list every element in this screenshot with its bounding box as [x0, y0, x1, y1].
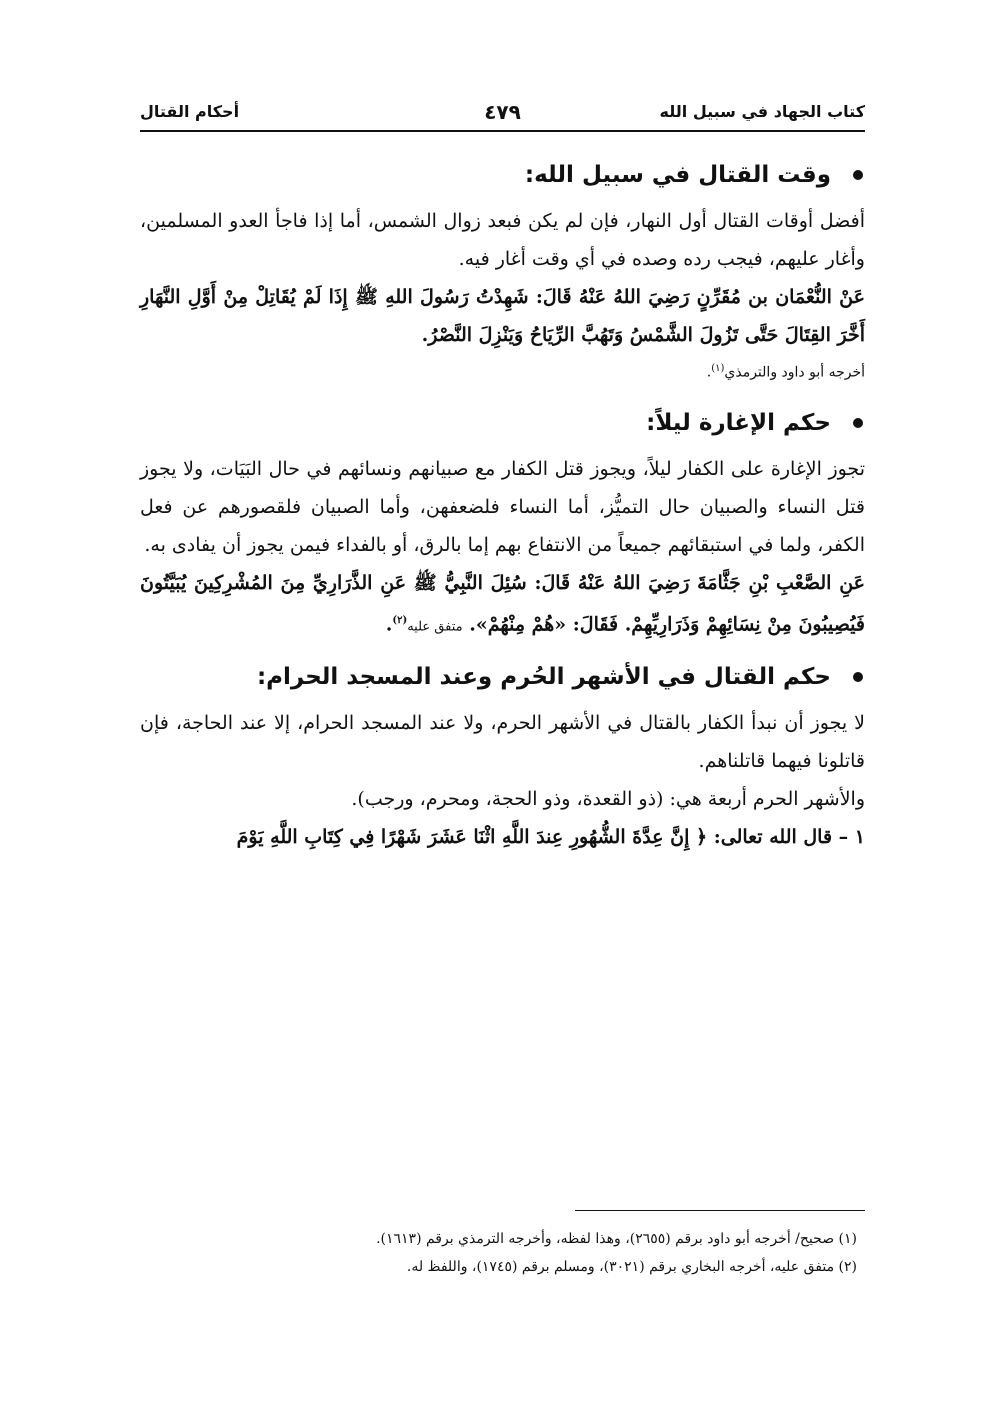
- spacer: [140, 646, 865, 664]
- hadith-source: أخرجه أبو داود والترمذي$^{(١)}$.: [706, 363, 865, 381]
- quran-verse-line: ١ – قال الله تعالى: ﴿ إِنَّ عِدَّةَ الشُّهُورِ عِندَ اللَّهِ اثْنَا عَشَرَ شَهْرًا فِي كِتَابِ اللَّهِ يَوْمَ: [236, 825, 865, 848]
- heading-text: وقت القتال في سبيل الله:: [524, 162, 831, 188]
- hadith-text: عَنْ النُّعْمَان بن مُقَرِّنٍ رَضِيَ اللهُ عَنْهُ قَالَ: شَهِدْتُ رَسُولَ اللهِ ﷺ إِذَا لَمْ يُقَاتِلْ مِنْ أَوَّلِ النَّهَارِ أَخَّرَ القِتَالَ حَتَّى تَزُولَ الشَّمْسُ وَتَهُبَّ الرِّيَاحُ وَيَنْزِلَ النَّصْرُ.: [140, 286, 865, 346]
- page-number: ٤٧٩: [484, 100, 521, 124]
- source-text: أخرجه أبو داود والترمذي: [724, 364, 865, 381]
- section-title: أحكام القتال: [140, 102, 240, 121]
- bullet-icon: [853, 672, 863, 682]
- paragraph: تجوز الإغارة على الكفار ليلاً، ويجوز قتل الكفار مع صبيانهم ونسائهم في حال البَيَات، ولا يجوز قتل النساء والصبيان حال التميُّز، أما النساء فلضعفهن، وأما الصبيان فلقصورهم عن فعل الكفر، ولما في استبقائهم جميعاً من الانتفاع بهم إما بالرق، أو بالفداء فيمن يجوز أن يفادى به.: [140, 457, 865, 556]
- footnote-rule: [575, 1210, 865, 1211]
- footnote: (٢) متفق عليه، أخرجه البخاري برقم (٣٠٢١)، ومسلم برقم (١٧٤٥)، واللفظ له.: [406, 1259, 857, 1275]
- paragraph: لا يجوز أن نبدأ الكفار بالقتال في الأشهر الحرم، ولا عند المسجد الحرام، إلا عند الحاجة، فإن قاتلونا فيهما قاتلناهم.: [140, 711, 865, 772]
- hadith-body: عَنِ الصَّعْبِ بْنِ جَثَّامَةَ رَضِيَ اللهُ عَنْهُ قَالَ: سُئِلَ النَّبِيُّ ﷺ عَنِ الذَّرَارِيِّ مِنَ المُشْرِكِينَ يُبَيَّتُونَ فَيُصِيبُونَ مِنْ نِسَائِهِمْ وَذَرَارِيِّهِمْ. فَقَالَ: «هُمْ مِنْهُمْ».: [140, 571, 865, 635]
- footnote: (١) صحيح/ أخرجه أبو داود برقم (٢٦٥٥)، وهذا لفظه، وأخرجه الترمذي برقم (١٦١٣).: [376, 1231, 857, 1247]
- footnote-ref: (٢): [392, 614, 408, 626]
- bullet-icon: [853, 418, 863, 428]
- book-title: كتاب الجهاد في سبيل الله: [659, 102, 865, 121]
- section-heading: [140, 162, 865, 188]
- section-heading: [140, 664, 865, 690]
- header-rule: [140, 130, 865, 132]
- section-heading: [140, 410, 865, 436]
- source-text: متفق عليه: [407, 618, 463, 634]
- footnote-ref: (١): [711, 363, 725, 374]
- paragraph: والأشهر الحرم أربعة هي: (ذو القعدة، وذو الحجة، ومحرم، ورجب).: [351, 787, 865, 810]
- bullet-icon: [853, 170, 863, 180]
- paragraph: أفضل أوقات القتال أول النهار، فإن لم يكن فبعد زوال الشمس، أما إذا فاجأ العدو المسلمين، وأغار عليهم، فيجب رده وصده في أي وقت أغار فيه.: [140, 210, 865, 270]
- heading-text: حكم الإغارة ليلاً:: [646, 409, 831, 436]
- hadith-text: عَنِ الصَّعْبِ بْنِ جَثَّامَةَ رَضِيَ اللهُ عَنْهُ قَالَ: سُئِلَ النَّبِيُّ ﷺ عَنِ الذَّرَارِيِّ مِنَ المُشْرِكِينَ يُبَيَّتُونَ فَيُصِيبُونَ مِنْ نِسَائِهِمْ وَذَرَارِيِّهِمْ. فَقَالَ: «هُمْ مِنْهُمْ». متفق عليه$^{(٢)}$.: [140, 571, 865, 635]
- page: [140, 90, 865, 1330]
- running-header: [140, 100, 865, 132]
- footnotes: [140, 1225, 857, 1281]
- main-content: [140, 162, 865, 856]
- heading-text: حكم القتال في الأشهر الحُرم وعند المسجد الحرام:: [256, 663, 831, 690]
